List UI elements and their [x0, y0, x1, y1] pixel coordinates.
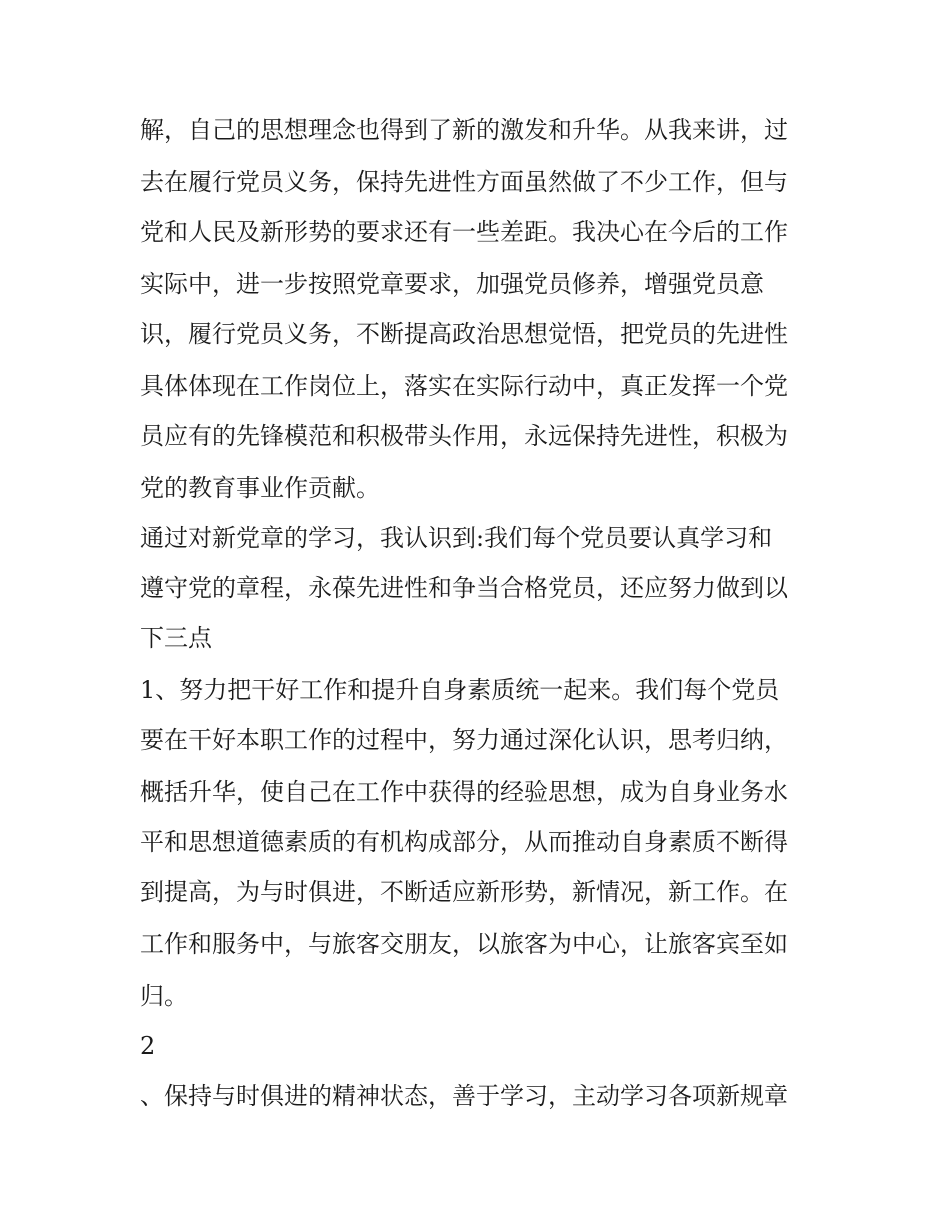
text-line: 平和思想道德素质的有机构成部分，从而推动自身素质不断得 — [140, 828, 788, 856]
text-line: 党的教育事业作贡献。 — [140, 474, 380, 502]
text-line: 要在干好本职工作的过程中，努力通过深化认识，思考归纳， — [140, 726, 788, 754]
text-line: 通过对新党章的学习，我认识到:我们每个党员要认真学习和 — [140, 524, 773, 552]
text-line: 工作和服务中，与旅客交朋友，以旅客为中心，让旅客宾至如 — [140, 930, 788, 958]
text-line: 概括升华，使自己在工作中获得的经验思想，成为自身业务水 — [140, 778, 788, 806]
text-line: 去在履行党员义务，保持先进性方面虽然做了不少工作，但与 — [140, 168, 788, 196]
text-line: 遵守党的章程，永葆先进性和争当合格党员，还应努力做到以 — [140, 574, 788, 602]
text-line: 、保持与时俱进的精神状态，善于学习，主动学习各项新规章 — [140, 1082, 788, 1110]
text-line: 解，自己的思想理念也得到了新的激发和升华。从我来讲，过 — [140, 116, 788, 144]
text-line: 到提高，为与时俱进，不断适应新形势，新情况，新工作。在 — [140, 878, 788, 906]
text-line: 下三点 — [140, 624, 212, 652]
text-line: 员应有的先锋模范和积极带头作用，永远保持先进性，积极为 — [140, 422, 788, 450]
text-line: 实际中，进一步按照党章要求，加强党员修养，增强党员意 — [140, 270, 764, 298]
text-line: 2 — [140, 1032, 156, 1060]
text-line: 党和人民及新形势的要求还有一些差距。我决心在今后的工作 — [140, 218, 788, 246]
text-line: 1、努力把干好工作和提升自身素质统一起来。我们每个党员 — [140, 676, 780, 704]
text-line: 识，履行党员义务，不断提高政治思想觉悟，把党员的先进性 — [140, 320, 788, 348]
text-line: 归。 — [140, 982, 188, 1010]
text-line: 具体体现在工作岗位上，落实在实际行动中，真正发挥一个党 — [140, 372, 788, 400]
